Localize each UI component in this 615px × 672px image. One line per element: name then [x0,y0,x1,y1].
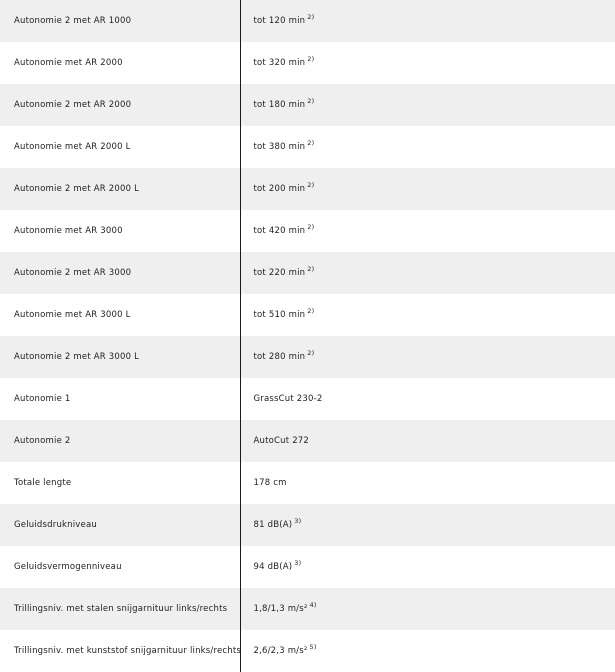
footnote-ref: 2) [307,55,315,64]
spec-value-cell [240,0,615,42]
table-row [0,126,615,168]
spec-label: Autonomie met AR 2000 [0,42,240,84]
spec-label: Autonomie met AR 3000 L [0,294,240,336]
spec-label: Autonomie 2 met AR 3000 L [0,336,240,378]
spec-value-cell [240,42,615,84]
spec-value-cell [240,630,615,672]
spec-value-cell [240,168,615,210]
spec-value: tot 280 min [253,352,306,362]
spec-value: 94 dB(A) [253,562,293,572]
spec-value: tot 510 min [253,310,306,320]
spec-label: Autonomie met AR 2000 L [0,126,240,168]
table-row [0,420,615,462]
spec-label: Geluidsvermogenniveau [0,546,240,588]
table-row [0,336,615,378]
spec-value-cell [240,84,615,126]
footnote-ref: 2) [307,349,315,358]
spec-value: 1,8/1,3 m/s² [253,604,308,614]
spec-value: tot 320 min [253,58,306,68]
spec-value-cell [240,210,615,252]
footnote-ref: 5) [309,643,317,652]
spec-value: tot 380 min [253,142,306,152]
table-row [0,210,615,252]
footnote-ref: 2) [307,97,315,106]
spec-value-cell [240,378,615,420]
spec-value: tot 200 min [253,184,306,194]
spec-label: Trillingsniv. met stalen snijgarnituur links/rechts [0,588,240,630]
spec-label: Autonomie 2 [0,420,240,462]
spec-value-cell [240,504,615,546]
spec-value-cell [240,336,615,378]
spec-value-cell [240,252,615,294]
spec-value: 178 cm [253,478,287,488]
spec-value: AutoCut 272 [253,436,310,446]
spec-value: 2,6/2,3 m/s² [253,646,308,656]
spec-value: 81 dB(A) [253,520,293,530]
spec-value: tot 220 min [253,268,306,278]
spec-value-cell [240,294,615,336]
spec-label: Geluidsdrukniveau [0,504,240,546]
spec-value: tot 420 min [253,226,306,236]
table-row [0,504,615,546]
table-row [0,42,615,84]
footnote-ref: 2) [307,181,315,190]
spec-value-cell [240,462,615,504]
table-row [0,168,615,210]
table-row [0,252,615,294]
table-row [0,588,615,630]
spec-value: tot 120 min [253,16,306,26]
spec-label: Autonomie 2 met AR 2000 L [0,168,240,210]
footnote-ref: 2) [307,223,315,232]
table-row [0,546,615,588]
footnote-ref: 3) [294,559,302,568]
table-row [0,462,615,504]
spec-label: Totale lengte [0,462,240,504]
spec-value-cell [240,420,615,462]
spec-value: tot 180 min [253,100,306,110]
spec-label: Autonomie 1 [0,378,240,420]
table-row [0,0,615,42]
spec-value-cell [240,588,615,630]
spec-label: Autonomie 2 met AR 1000 [0,0,240,42]
table-row [0,630,615,672]
table-row [0,294,615,336]
footnote-ref: 4) [309,601,317,610]
spec-value-cell [240,546,615,588]
footnote-ref: 2) [307,139,315,148]
spec-value-cell [240,126,615,168]
footnote-ref: 2) [307,13,315,22]
footnote-ref: 3) [294,517,302,526]
spec-label: Autonomie 2 met AR 2000 [0,84,240,126]
table-row [0,84,615,126]
footnote-ref: 2) [307,307,315,316]
spec-label: Trillingsniv. met kunststof snijgarnituur links/rechts [0,630,240,672]
footnote-ref: 2) [307,265,315,274]
spec-label: Autonomie 2 met AR 3000 [0,252,240,294]
spec-value: GrassCut 230-2 [253,394,323,404]
table-row [0,378,615,420]
spec-label: Autonomie met AR 3000 [0,210,240,252]
